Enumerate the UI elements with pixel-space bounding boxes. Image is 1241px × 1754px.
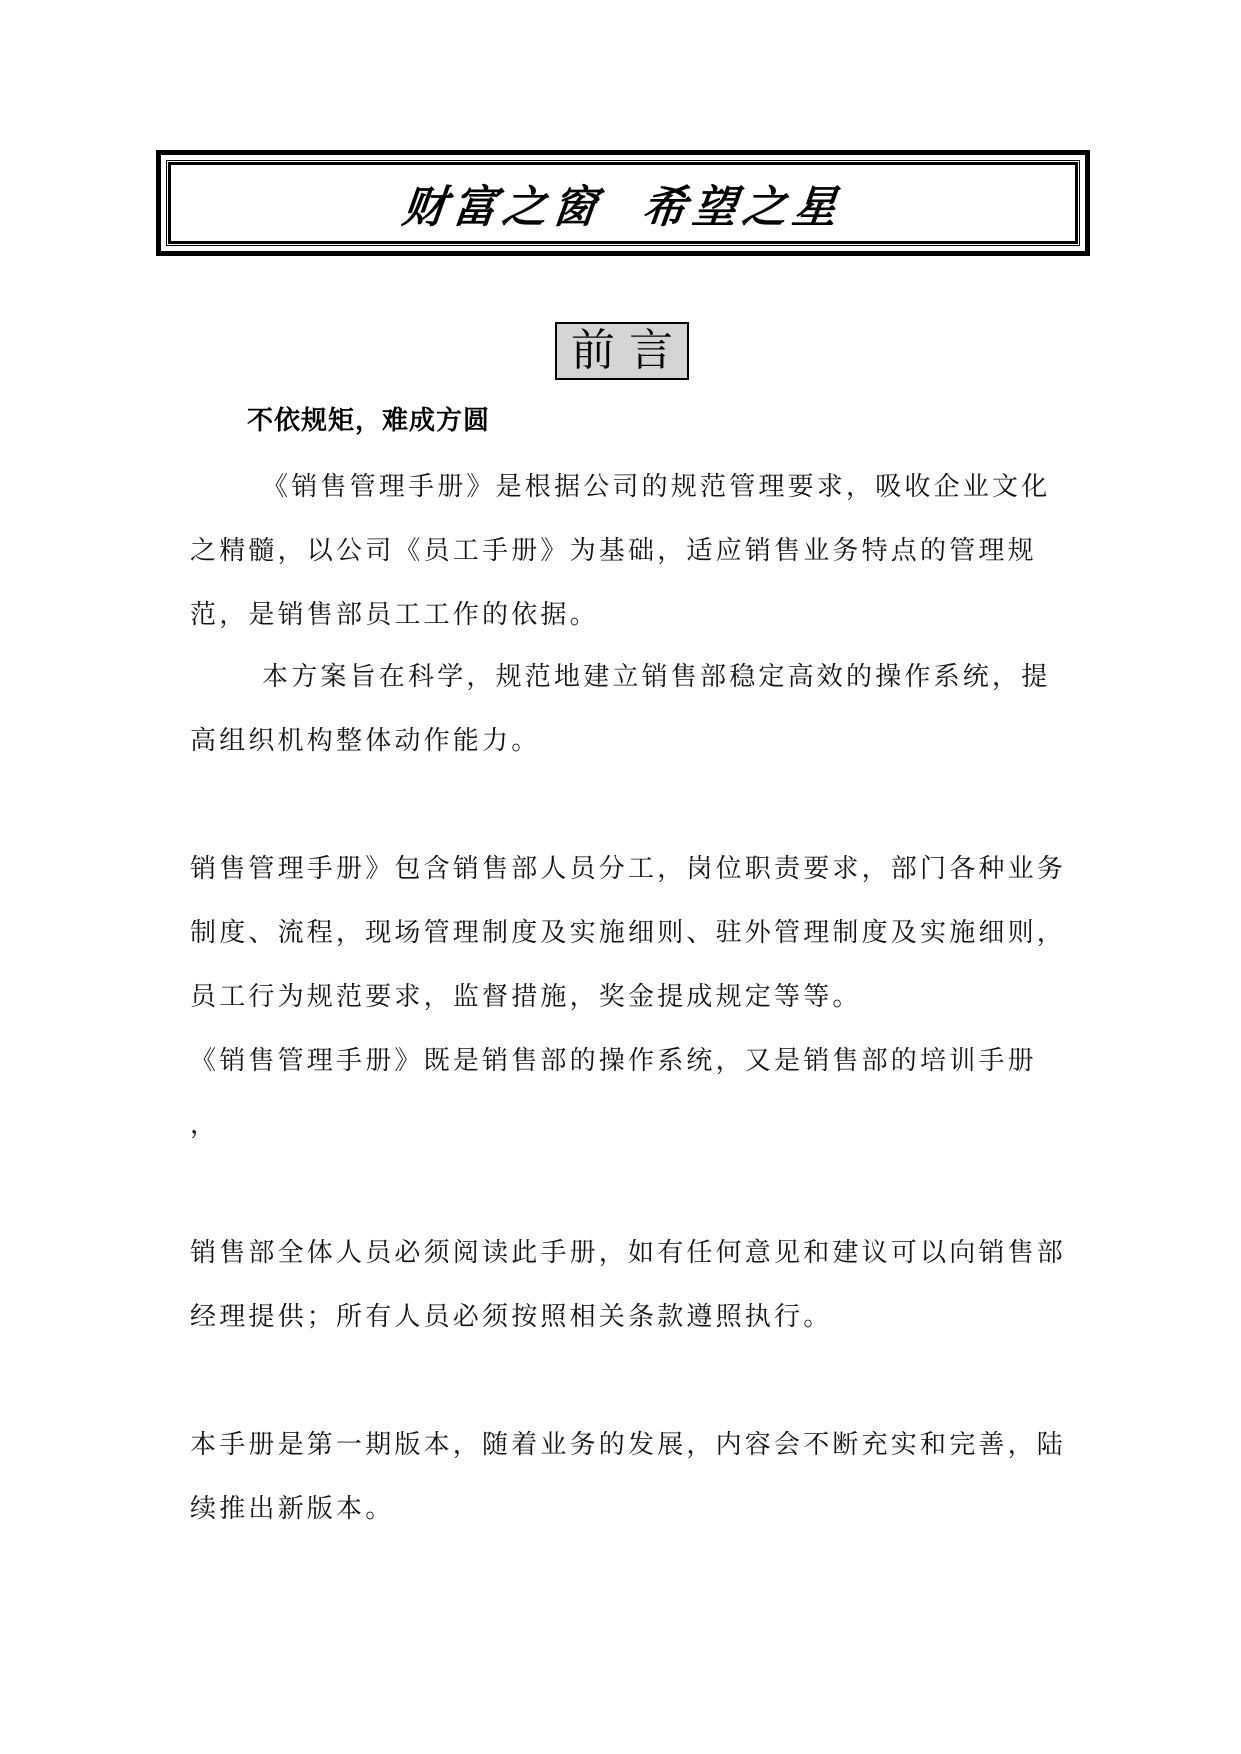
paragraph-contents: 销售管理手册》包含销售部人员分工，岗位职责要求，部门各种业务制度、流程，现场管理制度及实施细则、驻外管理制度及实施细则，员工行为规范要求，监督措施，奖金提成规定等等。 [190,854,1067,1012]
banner-frame [168,162,1078,244]
paragraph-purpose: 本方案旨在科学，规范地建立销售部稳定高效的操作系统，提高组织机构整体动作能力。 [190,662,1051,756]
banner-title-part1: 财富之窗 [399,182,606,233]
paragraph-version: 本手册是第一期版本，随着业务的发展，内容会不断充实和完善，陆续推出新版本。 [190,1430,1067,1524]
preface-heading-box [555,322,689,380]
motto: 不依规矩，难成方圆 [247,406,491,436]
paragraph-reading: 销售部全体人员必须阅读此手册，如有任何意见和建议可以向销售部经理提供；所有人员必须按照相关条款遵照执行。 [190,1238,1067,1332]
banner-title-part2: 希望之星 [639,182,846,233]
paragraph-intro: 《销售管理手册》是根据公司的规范管理要求，吸收企业文化之精髓，以公司《员工手册》为基础，适应销售业务特点的管理规范，是销售部员工工作的依据。 [190,472,1051,630]
title-banner [156,150,1090,256]
paragraph-system: 《销售管理手册》既是销售部的操作系统，又是销售部的培训手册 [190,1046,1037,1076]
paragraph-comma: ， [190,1110,220,1140]
banner-title [400,171,847,235]
preface-heading: 前言 [571,325,687,376]
